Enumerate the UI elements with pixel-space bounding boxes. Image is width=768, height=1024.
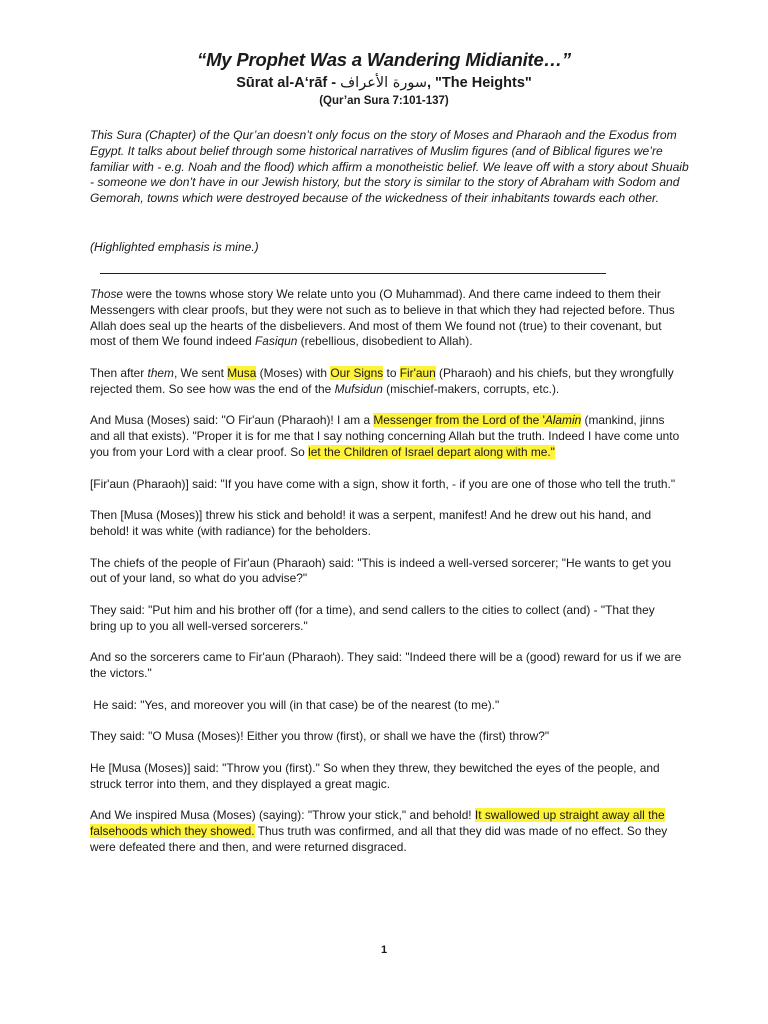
highlighted-text: It swallowed up straight away all the falsehoods which they showed.: [90, 808, 665, 839]
verse-paragraph-6: The chiefs of the people of Fir'aun (Pharaoh) said: "This is indeed a well-versed sorcerer; "He wants to get you out of your land, so what do you advise?": [90, 555, 672, 586]
verse-paragraph-3: [90, 413, 682, 460]
subtitle-transliteration: Sūrat al-A‘rāf -: [236, 75, 341, 91]
verse-text: (Moses) with: [256, 365, 331, 380]
verse-text: (rebellious, disobedient to Allah).: [297, 334, 473, 349]
verse-text: And Musa (Moses) said: "O Fir'aun (Pharaoh)! I am a: [90, 413, 374, 428]
verse-paragraph-2: [90, 366, 682, 398]
verse-text: Thus truth was confirmed, and all that they did was made of no effect. So they were defeated there and then, and were returned disgraced.: [90, 824, 668, 854]
verse-text: were the towns whose story We relate unto you (O Muhammad). And there came indeed to them their Messengers with clear proofs, but they were not such as to believe in that which they had rejected before. Thus Allah does seal up the hearts of the disbelievers. And most of them We found not (true) to their covenant, but most of them We found indeed: [90, 287, 675, 349]
highlighted-text: let the Children of Israel depart along with me.": [308, 444, 555, 459]
verse-text: , We sent: [173, 365, 228, 380]
verse-paragraph-10: They said: "O Musa (Moses)! Either you throw (first), or shall we have the (first) throw?": [90, 729, 550, 744]
verse-text: (Pharaoh) and his chiefs, but they wrongfully rejected them. So see how was the end of the: [90, 365, 674, 396]
highlight-note: (Highlighted emphasis is mine.): [90, 240, 259, 254]
verse-term: them: [147, 365, 174, 380]
verse-paragraph-4: [Fir'aun (Pharaoh)] said: "If you have come with a sign, show it forth, - if you are one of those who tell the truth.": [90, 476, 676, 491]
verse-term: Fasiqun: [255, 334, 298, 349]
verse-paragraph-1: [90, 287, 682, 350]
verse-body: [90, 287, 682, 871]
page-title: “My Prophet Was a Wandering Midianite…”: [197, 49, 571, 70]
highlighted-text: Musa: [227, 365, 257, 380]
verse-paragraph-11: He [Musa (Moses)] said: "Throw you (first)." So when they threw, they bewitched the eyes of the people, and struck terror into them, and they displayed a great magic.: [90, 760, 660, 791]
highlighted-text: Messenger from the Lord of the ': [373, 413, 545, 428]
highlighted-text: Our Signs: [330, 365, 384, 380]
sura-subtitle: [0, 75, 768, 91]
intro-paragraph: This Sura (Chapter) of the Qur’an doesn’t only focus on the story of Moses and Pharaoh and the Exodus from Egypt. It talks about belief through some historical narratives of Muslim figures (and of Biblical figures we’re familiar with - e.g. Noah and the flood) which affirm a monotheistic belief. We leave off with a story about Shuaib - someone we don’t have in our Jewish history, but the story is similar to the story of Abraham with Sodom and Gemorah, towns which were destroyed because of the wickedness of their inhabitants towards each other.: [90, 128, 689, 206]
verse-paragraph-9: He said: "Yes, and moreover you will (in that case) be of the nearest (to me).": [90, 697, 500, 712]
verse-text: to: [383, 365, 400, 380]
verse-text: And We inspired Musa (Moses) (saying): "Throw your stick," and behold!: [90, 808, 475, 823]
verse-text: (mischief-makers, corrupts, etc.).: [382, 381, 560, 396]
highlighted-term: Alamin: [544, 413, 582, 428]
verse-paragraph-12: [90, 808, 682, 855]
verse-paragraph-7: They said: "Put him and his brother off (for a time), and send callers to the cities to collect (and) - "That they bring up to you all well-versed sorcerers.": [90, 602, 655, 633]
verse-text: (mankind, jinns and all that exists). "Proper it is for me that I say nothing concerning Allah but the truth. Indeed I have come unto you from your Lord with a clear proof. So: [90, 413, 680, 459]
subtitle-translation: , "The Heights": [427, 75, 532, 91]
subtitle-arabic: سورة الأعراف: [340, 75, 427, 91]
verse-term: Mufsidun: [334, 381, 383, 396]
verse-text: Then after: [90, 365, 148, 380]
page-number: 1: [380, 944, 388, 956]
verse-paragraph-8: And so the sorcerers came to Fir'aun (Pharaoh). They said: "Indeed there will be a (good) reward for us if we are the victors.": [90, 650, 682, 681]
verse-paragraph-5: Then [Musa (Moses)] threw his stick and behold! it was a serpent, manifest! And he drew out his hand, and behold! it was white (with radiance) for the beholders.: [90, 508, 652, 538]
divider-line: [100, 273, 606, 274]
verse-text: Those: [90, 287, 124, 301]
highlighted-text: Fir'aun: [399, 365, 436, 380]
sura-reference: (Qur’an Sura 7:101-137): [319, 95, 449, 107]
